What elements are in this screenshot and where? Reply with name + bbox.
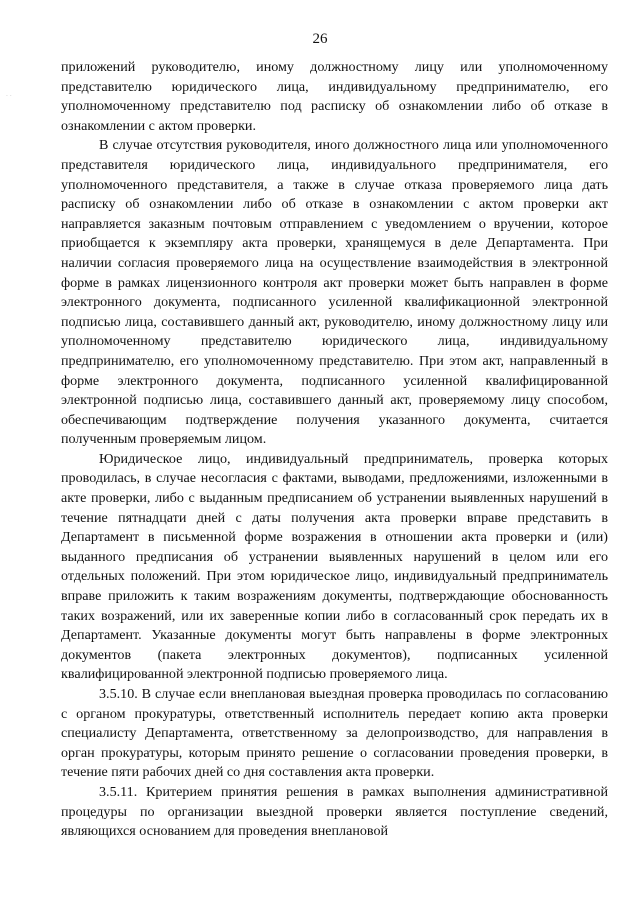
paragraph: 3.5.11. Критерием принятия решения в рамках выполнения административной процедуры по организации выездной проверки является поступление сведений, являющихся основанием для проведения внеплановой — [61, 783, 608, 840]
paragraph: В случае отсутствия руководителя, иного должностного лица или уполномоченного представителя юридического лица, индивидуального предпринимателя, его уполномоченного представителя, а также в случае отказа проверяемого лица дать расписку об ознакомлении либо об отказе в ознакомлении с актом проверки акт направляется заказным почтовым отправлением с уведомлением о вручении, которое приобщается к экземпляру акта проверки, хранящемуся в деле Департамента. При наличии согласия проверяемого лица на осуществление взаимодействия в электронной форме в рамках лицензионного контроля акт проверки может быть направлен в форме электронного документа, подписанного усиленной квалификационной электронной подписью лица, составившего данный акт, руководителю, иному должностному лицу или уполномоченному представителю юридического лица, индивидуальному предпринимателю, его уполномоченному представителю. При этом акт, направленный в форме электронного документа, подписанного усиленной квалифицированной электронной подписью лица, составившего данный акт, проверяемому лицу способом, обеспечивающим подтверждение получения указанного документа, считается полученным проверяемым лицом. — [61, 137, 608, 448]
page-number: 26 — [312, 31, 328, 47]
document-body — [61, 58, 608, 842]
paragraph: приложений руководителю, иному должностному лицу или уполномоченному представителю юридического лица, индивидуальному предпринимателю, его уполномоченному представителю под расписку об ознакомлении либо об отказе в ознакомлении с актом проверки. — [61, 59, 608, 134]
paragraph: Юридическое лицо, индивидуальный предприниматель, проверка которых проводилась, в случае несогласия с фактами, выводами, предложениями, изложенными в акте проверки, либо с выданным предписанием об устранении выявленных нарушений в течение пятнадцати дней с даты получения акта проверки вправе представить в Департамент в письменной форме возражения в отношении акта проверки и (или) выданного предписания об устранении выявленных нарушений в целом или его отдельных положений. При этом юридическое лицо, индивидуальный предприниматель вправе приложить к таким возражениям документы, подтверждающие обоснованность таких возражений, или их заверенные копии либо в согласованный срок передать их в Департамент. Указанные документы могут быть направлены в форме электронных документов (пакета электронных документов), подписанных усиленной квалифицированной электронной подписью проверяемого лица. — [61, 450, 608, 683]
margin-marks: . . — [6, 91, 12, 98]
paragraph: 3.5.10. В случае если внеплановая выездная проверка проводилась по согласованию с органом прокуратуры, ответственный исполнитель передает копию акта проверки специалисту Департамента, ответственному за делопроизводство, для направления в орган прокуратуры, которым принято решение о согласовании проведения проверки, в течение пяти рабочих дней со дня составления акта проверки. — [61, 686, 608, 781]
